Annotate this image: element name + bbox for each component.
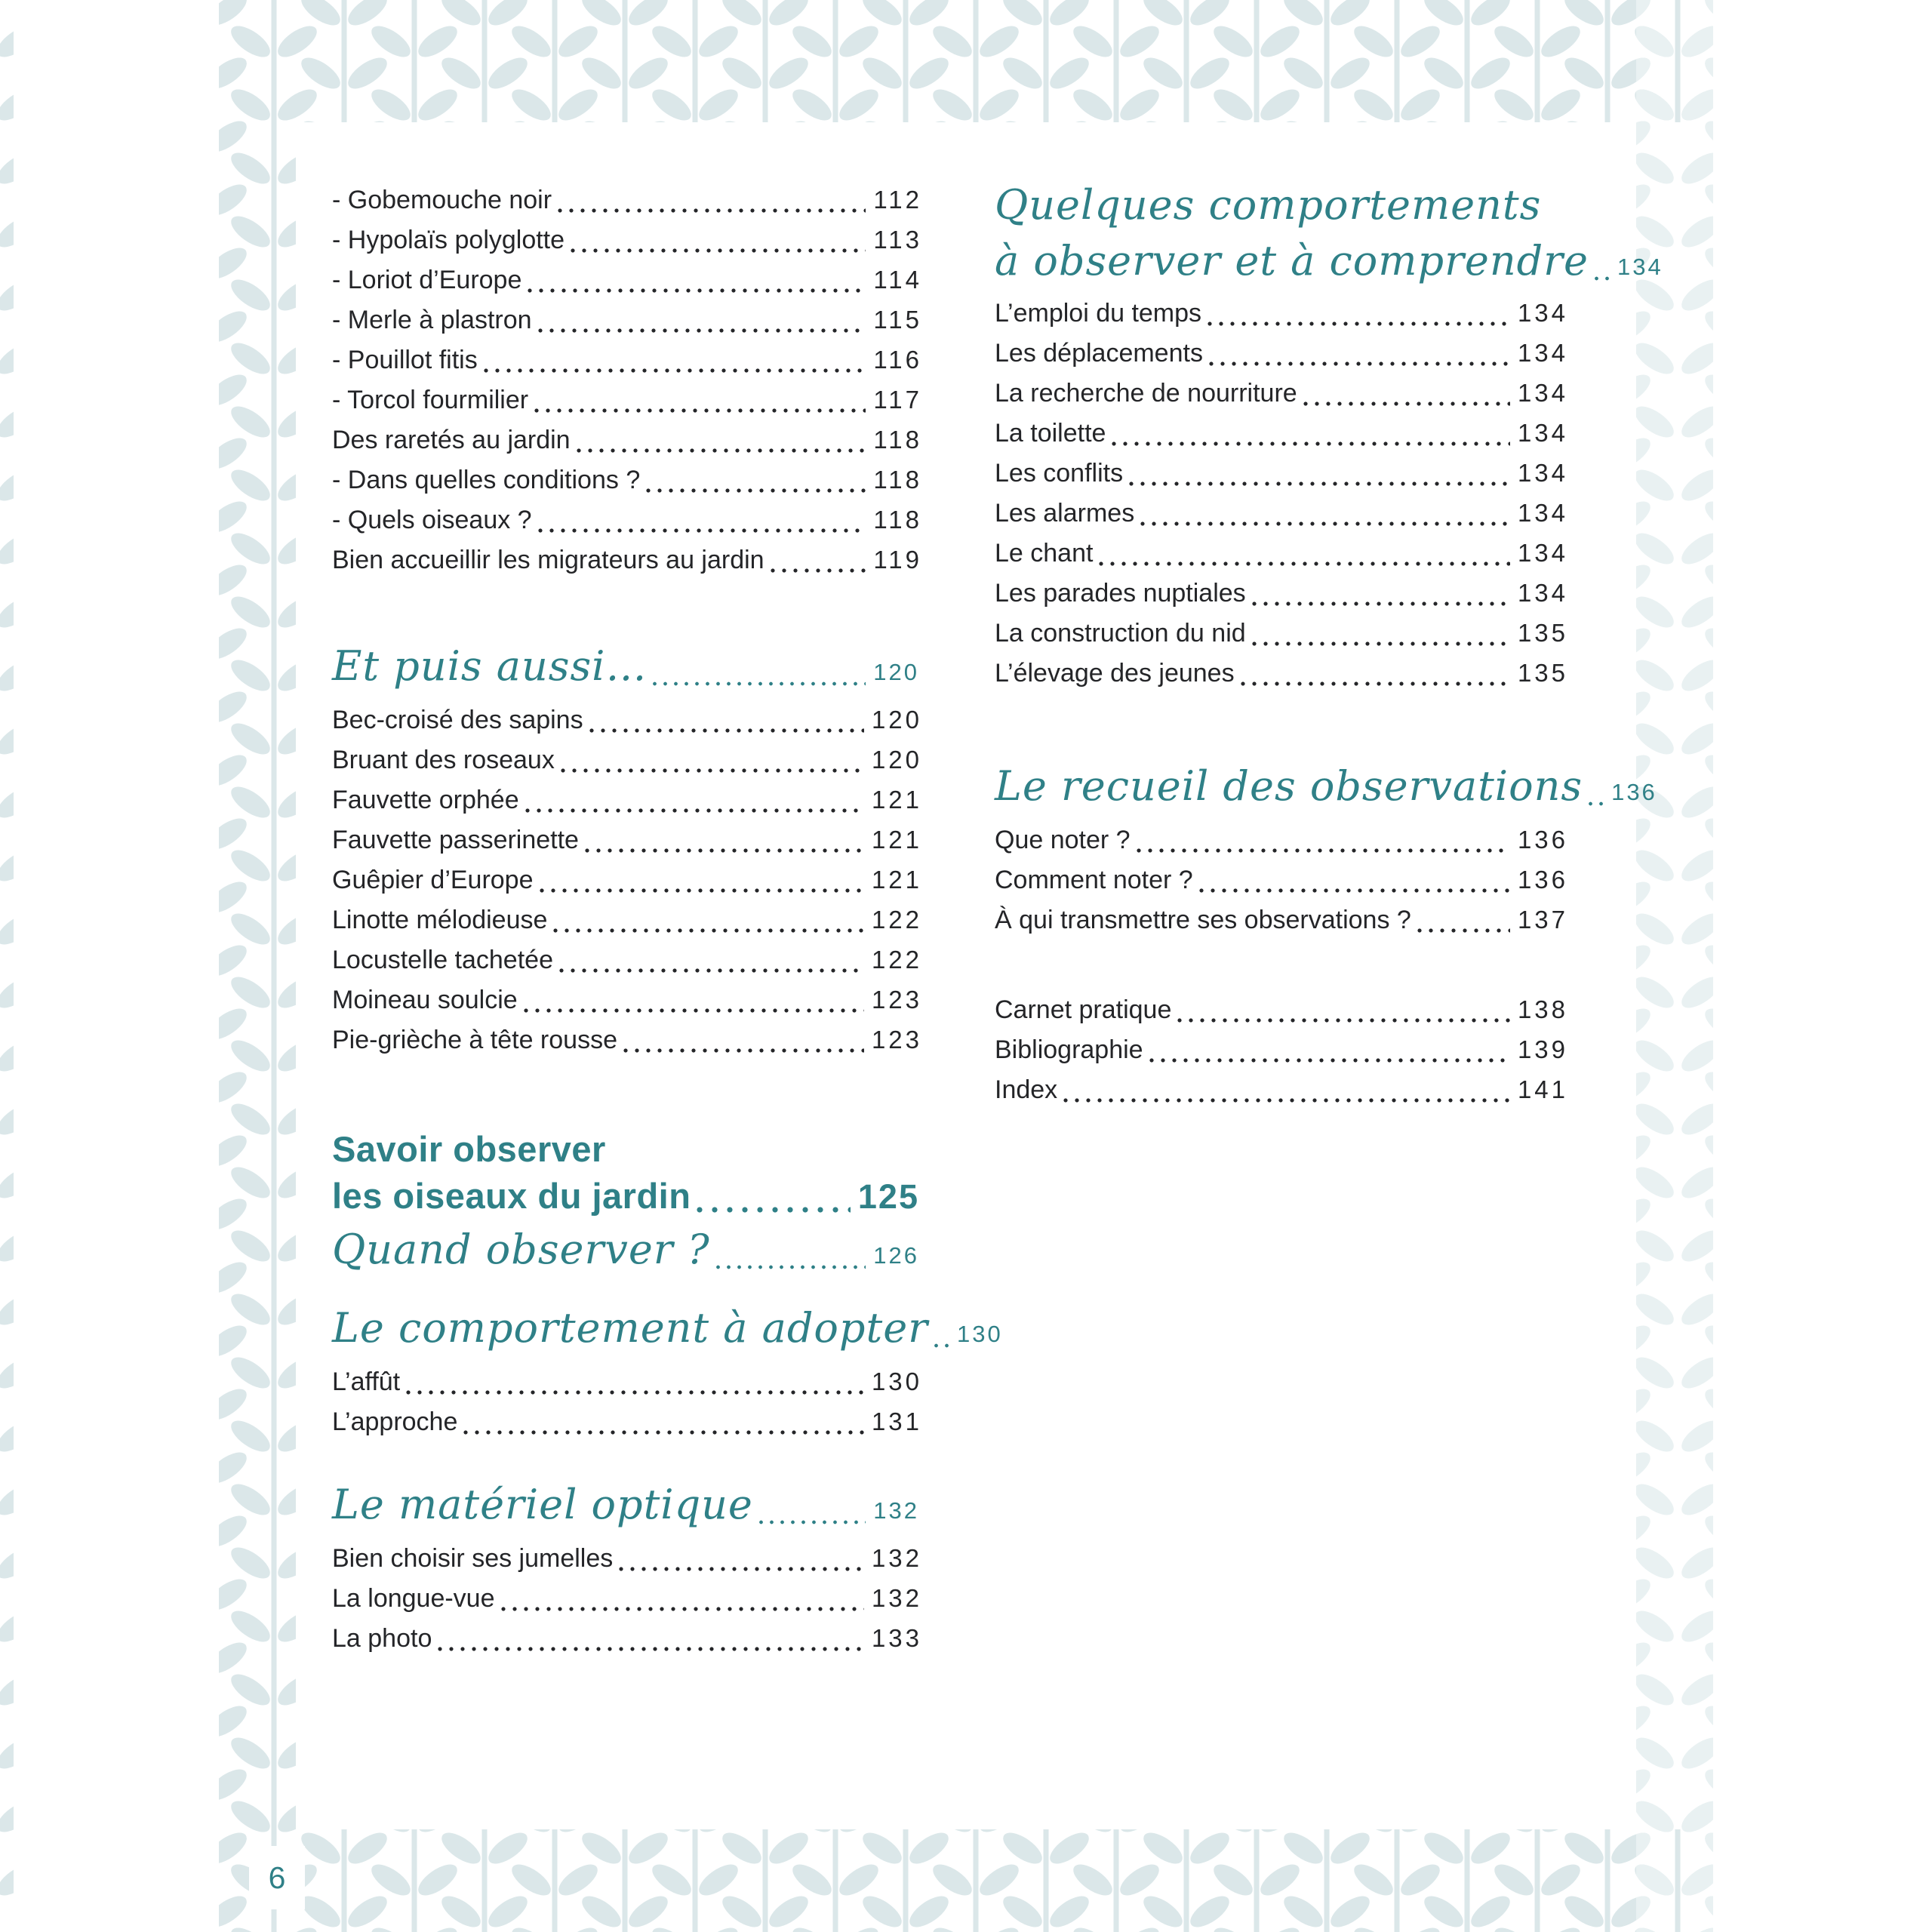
toc-entry-page: 122 <box>871 906 922 934</box>
dot-leader <box>525 808 864 813</box>
toc-entry-page: 117 <box>873 386 922 414</box>
dot-leader <box>484 368 866 373</box>
toc-heading-script <box>995 756 1657 817</box>
toc-entry-page: 119 <box>873 546 922 574</box>
toc-entry <box>332 420 922 460</box>
toc-entry-group <box>995 820 1568 940</box>
toc-entry <box>995 453 1568 493</box>
dot-leader <box>1177 1018 1510 1023</box>
dot-leader <box>1595 276 1610 281</box>
toc-entry-page: 136 <box>1517 826 1568 854</box>
toc-entry-page: 131 <box>871 1407 922 1435</box>
toc-entry-label: Index <box>995 1075 1058 1104</box>
toc-heading-script <box>332 1475 919 1535</box>
page-number: 6 <box>249 1846 305 1909</box>
toc-entry-page: 138 <box>1517 995 1568 1023</box>
toc-heading-block <box>995 756 1657 817</box>
toc-heading-script-page: 132 <box>873 1497 919 1524</box>
toc-entry-page: 136 <box>1517 866 1568 894</box>
toc-entry <box>995 613 1568 653</box>
toc-entry-label: La longue-vue <box>332 1584 495 1613</box>
toc-entry-page: 134 <box>1517 379 1568 407</box>
toc-entry-label: Le chant <box>995 539 1094 568</box>
toc-entry-label: Locustelle tachetée <box>332 946 553 974</box>
toc-entry-label: Pie-grièche à tête rousse <box>332 1026 617 1054</box>
toc-entry-label: Comment noter ? <box>995 866 1193 894</box>
dot-leader <box>501 1607 864 1611</box>
toc-heading-script <box>995 180 1565 231</box>
toc-entry-label: La recherche de nourriture <box>995 379 1297 408</box>
toc-entry-page: 132 <box>871 1544 922 1572</box>
dot-leader <box>524 1008 864 1013</box>
toc-entry-label: L’approche <box>332 1407 458 1436</box>
dot-leader <box>1208 321 1510 326</box>
toc-entry-label: Des raretés au jardin <box>332 426 571 454</box>
toc-entry-label: Bruant des roseaux <box>332 746 555 774</box>
toc-entry <box>332 1618 922 1658</box>
toc-entry-page: 120 <box>871 746 922 774</box>
toc-heading-script <box>332 1298 1003 1358</box>
dot-leader <box>538 528 866 533</box>
toc-entry-label: Les alarmes <box>995 499 1135 528</box>
toc-entry-page: 113 <box>873 226 922 254</box>
toc-entry-page: 114 <box>873 266 922 294</box>
toc-column-left <box>332 180 1003 1658</box>
toc-heading-chapter-label: les oiseaux du jardin <box>332 1176 691 1216</box>
toc-entry <box>332 180 922 220</box>
toc-entry-label: Les parades nuptiales <box>995 579 1246 608</box>
dot-leader <box>1149 1058 1510 1063</box>
toc-entry <box>995 860 1568 900</box>
toc-heading-block <box>332 1475 919 1535</box>
toc-entry-page: 118 <box>873 426 922 454</box>
toc-entry-page: 135 <box>1517 659 1568 687</box>
dot-leader <box>559 968 864 973</box>
toc-entry-label: - Loriot d’Europe <box>332 266 522 294</box>
toc-entry-page: 141 <box>1517 1075 1568 1103</box>
toc-entry <box>332 940 922 980</box>
toc-entry <box>332 740 922 780</box>
toc-entry <box>332 780 922 820</box>
toc-entry-page: 121 <box>871 786 922 814</box>
toc-entry-group <box>995 989 1568 1109</box>
toc-entry <box>332 340 922 380</box>
toc-entry-page: 134 <box>1517 419 1568 447</box>
toc-entry-group <box>332 1538 922 1658</box>
toc-entry-page: 134 <box>1517 459 1568 487</box>
toc-heading-script-label: Le recueil des observations <box>995 762 1583 810</box>
toc-entry <box>332 260 922 300</box>
toc-heading-script-page: 120 <box>873 659 919 685</box>
toc-entry <box>332 460 922 500</box>
toc-heading-chapter-page: 125 <box>857 1177 919 1216</box>
toc-entry-group <box>995 293 1568 693</box>
dot-leader <box>528 288 866 293</box>
dot-leader <box>571 248 866 253</box>
toc-heading-chapter-label: Savoir observer <box>332 1129 606 1169</box>
toc-heading-block <box>332 1220 919 1280</box>
toc-entry-label: Bec-croisé des sapins <box>332 706 583 734</box>
toc-entry-label: L’emploi du temps <box>995 299 1202 328</box>
toc-entry-page: 139 <box>1517 1035 1568 1063</box>
toc-entry-label: Les déplacements <box>995 339 1203 368</box>
toc-entry <box>332 1538 922 1578</box>
toc-entry-label: Guêpier d’Europe <box>332 866 534 894</box>
dot-leader <box>1137 848 1510 853</box>
toc-entry <box>995 573 1568 613</box>
dot-leader <box>646 488 866 493</box>
dot-leader <box>716 1265 866 1269</box>
toc-entry <box>332 900 922 940</box>
toc-entry-label: La construction du nid <box>995 619 1246 648</box>
toc-entry-label: La photo <box>332 1624 432 1653</box>
dot-leader <box>697 1207 850 1213</box>
dot-leader <box>1252 641 1510 646</box>
toc-entry-page: 112 <box>873 186 922 214</box>
toc-entry <box>995 333 1568 373</box>
dot-leader <box>619 1567 864 1571</box>
toc-heading-script-label: Et puis aussi… <box>332 642 648 690</box>
dot-leader <box>558 208 866 213</box>
toc-entry <box>995 533 1568 573</box>
toc-entry-page: 134 <box>1517 539 1568 567</box>
toc-entry <box>995 413 1568 453</box>
toc-entry-page: 121 <box>871 866 922 894</box>
toc-entry <box>995 373 1568 413</box>
toc-entry-page: 122 <box>871 946 922 974</box>
dot-leader <box>1199 888 1510 893</box>
toc-heading-script-page: 134 <box>1617 254 1663 280</box>
toc-heading-script-label: Le matériel optique <box>332 1481 753 1528</box>
dot-leader <box>1129 481 1510 486</box>
toc-heading-script-label: à observer et à comprendre <box>995 237 1589 285</box>
toc-column-right <box>995 180 1663 1109</box>
dot-leader <box>1063 1098 1510 1103</box>
toc-entry-label: L’affût <box>332 1367 401 1396</box>
dot-leader <box>1589 801 1604 806</box>
toc-heading-script-label: Quelques comportements <box>995 181 1542 229</box>
dot-leader <box>540 888 864 893</box>
toc-entry <box>332 540 922 580</box>
dot-leader <box>1209 361 1510 366</box>
dot-leader <box>534 408 866 413</box>
dot-leader <box>1252 601 1510 606</box>
toc-entry <box>995 1029 1568 1069</box>
toc-entry <box>332 1401 922 1441</box>
toc-entry-page: 134 <box>1517 299 1568 327</box>
toc-heading-block <box>995 180 1663 291</box>
toc-entry <box>332 860 922 900</box>
toc-entry-label: Bien choisir ses jumelles <box>332 1544 614 1573</box>
toc-entry <box>332 220 922 260</box>
toc-entry <box>332 300 922 340</box>
toc-entry-page: 134 <box>1517 499 1568 527</box>
toc-entry-page: 123 <box>871 1026 922 1054</box>
toc-entry-page: 130 <box>871 1367 922 1395</box>
toc-entry-label: Moineau soulcie <box>332 986 518 1014</box>
toc-heading-script-label: Le comportement à adopter <box>332 1304 928 1352</box>
toc-entry-page: 134 <box>1517 339 1568 367</box>
dot-leader <box>1099 561 1509 566</box>
toc-entry-label: L’élevage des jeunes <box>995 659 1235 688</box>
toc-heading-script-page: 136 <box>1611 779 1657 805</box>
toc-entry <box>332 820 922 860</box>
toc-entry <box>332 980 922 1020</box>
toc-heading-script <box>995 231 1663 291</box>
toc-entry-page: 134 <box>1517 579 1568 607</box>
dot-leader <box>759 1520 866 1524</box>
toc-heading-chapter <box>332 1126 919 1173</box>
toc-entry-page: 118 <box>873 466 922 494</box>
dot-leader <box>934 1343 949 1348</box>
toc-entry-label: À qui transmettre ses observations ? <box>995 906 1411 934</box>
dot-leader <box>438 1647 864 1651</box>
dot-leader <box>538 328 866 333</box>
toc-heading-script-page: 126 <box>873 1242 919 1269</box>
toc-entry <box>995 989 1568 1029</box>
toc-entry-page: 132 <box>871 1584 922 1612</box>
toc-heading-script <box>332 636 919 697</box>
toc-entry-label: - Pouillot fitis <box>332 346 478 374</box>
dot-leader <box>1417 928 1510 933</box>
dot-leader <box>1241 681 1510 686</box>
toc-entry-group <box>332 180 922 580</box>
toc-entry-label: Que noter ? <box>995 826 1131 854</box>
dot-leader <box>561 768 864 773</box>
dot-leader <box>1112 441 1509 446</box>
toc-entry-label: Carnet pratique <box>995 995 1172 1024</box>
toc-entry-page: 118 <box>873 506 922 534</box>
toc-entry <box>332 700 922 740</box>
toc-entry-label: Linotte mélodieuse <box>332 906 548 934</box>
toc-entry-label: La toilette <box>995 419 1106 448</box>
dot-leader <box>771 568 866 573</box>
toc-heading-block <box>332 636 919 697</box>
dot-leader <box>653 681 866 686</box>
toc-entry <box>332 1020 922 1060</box>
dot-leader <box>589 728 864 733</box>
toc-entry-label: - Torcol fourmilier <box>332 386 529 414</box>
toc-entry-page: 135 <box>1517 619 1568 647</box>
toc-entry-label: Bibliographie <box>995 1035 1143 1064</box>
toc-entry-label: Fauvette passerinette <box>332 826 579 854</box>
toc-entry-page: 115 <box>873 306 922 334</box>
toc-entry-page: 123 <box>871 986 922 1014</box>
dot-leader <box>406 1390 864 1395</box>
toc-entry-label: - Hypolaïs polyglotte <box>332 226 565 254</box>
toc-entry-page: 121 <box>871 826 922 854</box>
toc-entry <box>995 493 1568 533</box>
toc-heading-block <box>332 1126 919 1220</box>
toc-heading-script <box>332 1220 919 1280</box>
toc-entry-label: Fauvette orphée <box>332 786 519 814</box>
toc-entry <box>332 1361 922 1401</box>
toc-entry-group <box>332 700 922 1060</box>
dot-leader <box>623 1048 864 1053</box>
toc-entry-label: - Quels oiseaux ? <box>332 506 532 534</box>
toc-entry <box>995 900 1568 940</box>
toc-entry <box>332 500 922 540</box>
toc-entry-label: Bien accueillir les migrateurs au jardin <box>332 546 764 574</box>
toc-entry-page: 137 <box>1517 906 1568 934</box>
toc-entry-group <box>332 1361 922 1441</box>
dot-leader <box>1303 401 1510 406</box>
dot-leader <box>585 848 864 853</box>
toc-entry-page: 133 <box>871 1624 922 1652</box>
toc-heading-script-page: 130 <box>956 1321 1003 1347</box>
toc-entry <box>995 820 1568 860</box>
toc-heading-script-label: Quand observer ? <box>332 1226 710 1273</box>
toc-entry-label: - Gobemouche noir <box>332 186 552 214</box>
dot-leader <box>1140 521 1510 526</box>
toc-entry <box>332 380 922 420</box>
toc-heading-chapter <box>332 1173 919 1220</box>
toc-entry-page: 116 <box>873 346 922 374</box>
toc-entry-label: - Merle à plastron <box>332 306 532 334</box>
dot-leader <box>553 928 864 933</box>
toc-entry-label: Les conflits <box>995 459 1124 488</box>
toc-entry <box>995 293 1568 333</box>
toc-entry <box>995 1069 1568 1109</box>
toc-heading-block <box>332 1298 1003 1358</box>
dot-leader <box>577 448 866 453</box>
toc-entry <box>995 653 1568 693</box>
toc-entry-page: 120 <box>871 706 922 734</box>
dot-leader <box>463 1430 864 1435</box>
toc-entry <box>332 1578 922 1618</box>
toc-entry-label: - Dans quelles conditions ? <box>332 466 641 494</box>
